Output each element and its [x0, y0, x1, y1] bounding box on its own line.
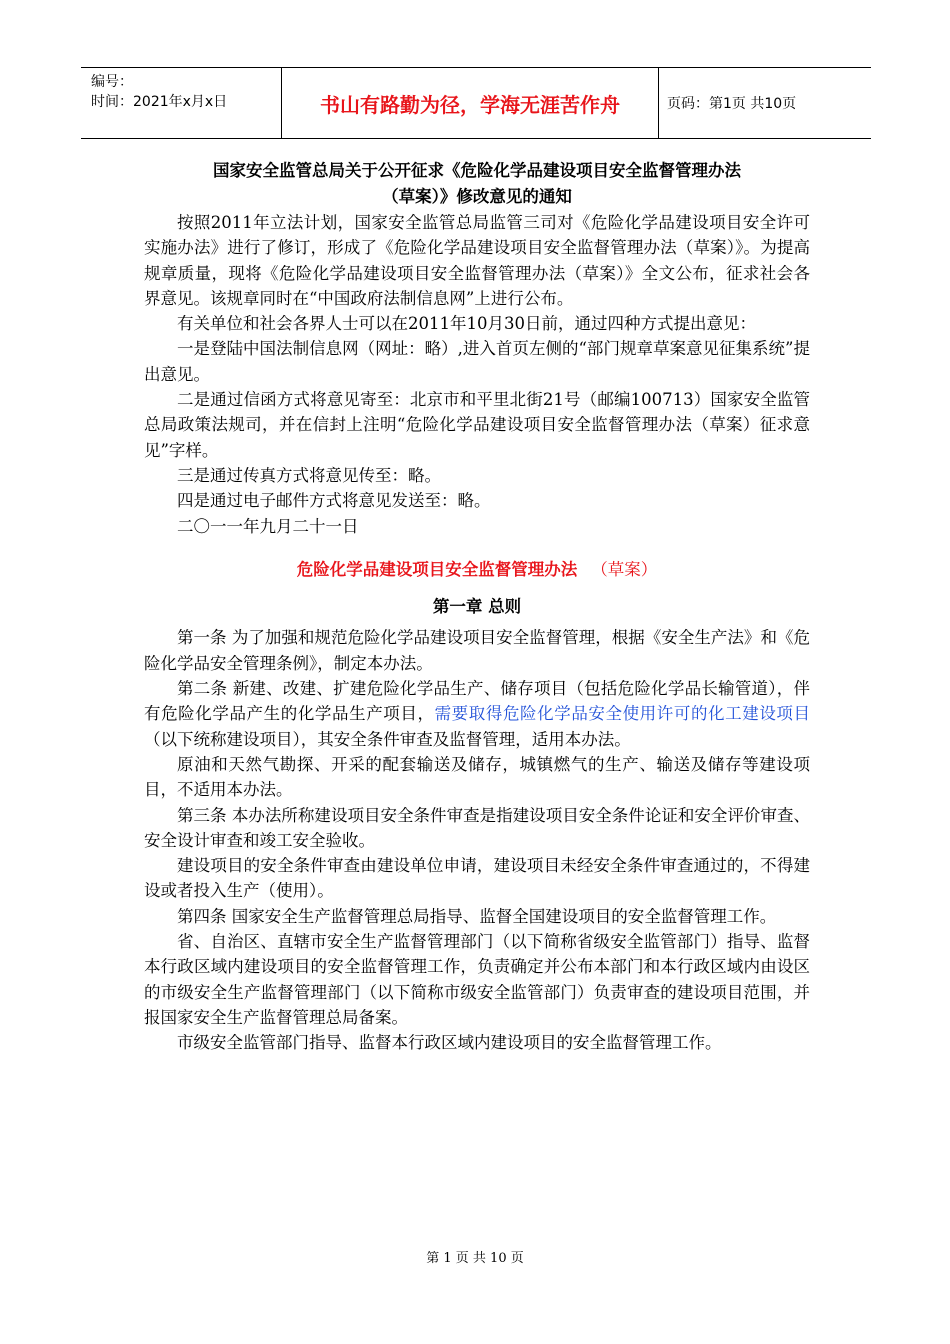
draft-title-suffix: （草案）	[591, 559, 658, 579]
notice-paragraph: 三是通过传真方式将意见传至：略。	[177, 465, 441, 485]
chapter-heading: 第一章 总则	[432, 597, 522, 617]
notice-paragraph: 一是登陆中国法制信息网（网址：略）,进入首页左侧的“部门规章草案意见征集系统”提出意见。	[144, 339, 810, 384]
draft-paragraph: 省、自治区、直辖市安全生产监督管理部门（以下简称省级安全监管部门）指导、监督本行政区域内建设项目的安全监督管理工作，负责确定并公布本部门和本行政区域内由设区的市级安全生产监督管理部门（以下简称市级安全监管部门）负责审查的建设项目范围，并报国家安全生产监督管理总局备案。	[144, 932, 810, 1027]
notice-paragraph: 四是通过电子邮件方式将意见发送至：略。	[177, 491, 491, 511]
notice-paragraph: 有关单位和社会各界人士可以在2011年10月30日前，通过四种方式提出意见：	[177, 314, 756, 334]
draft-title	[144, 557, 810, 582]
notice-title	[144, 158, 810, 210]
draft-paragraph: 市级安全监管部门指导、监督本行政区域内建设项目的安全监督管理工作。	[177, 1033, 722, 1053]
header-page-info: 页码：第1页 共10页	[667, 96, 797, 112]
draft-paragraph: 第四条 国家安全生产监督管理总局指导、监督全国建设项目的安全监督管理工作。	[177, 906, 777, 926]
notice-date: 二〇一一年九月二十一日	[177, 516, 359, 536]
document-number-label: 编号：	[91, 74, 133, 90]
notice-title-line2: （草案）》修改意见的通知	[382, 187, 572, 206]
notice-paragraph: 按照2011年立法计划，国家安全监管总局监管三司对《危险化学品建设项目安全许可实施办法》进行了修订，形成了《危险化学品建设项目安全监督管理办法（草案）》。为提高规章质量，现将《危险化学品建设项目安全监督管理办法（草案）》全文公布，征求社会各界意见。该规章同时在“中国政府法制信息网”上进行公布。	[144, 213, 810, 308]
draft-title-text: 危险化学品建设项目安全监督管理办法	[296, 559, 578, 579]
article-1: 第一条 为了加强和规范危险化学品建设项目安全监督管理，根据《安全生产法》和《危险化学品安全管理条例》，制定本办法。	[144, 628, 810, 673]
notice-title-line1: 国家安全监管总局关于公开征求《危险化学品建设项目安全监督管理办法	[213, 161, 741, 180]
article-2	[144, 676, 810, 752]
article-2-part-c: （以下统称建设项目），其安全条件审查及监督管理，适用本办法。	[144, 729, 631, 749]
draft-paragraph: 原油和天然气勘探、开采的配套输送及储存，城镇燃气的生产、输送及储存等建设项目，不适用本办法。	[144, 754, 810, 800]
document-time-label: 时间：2021年x月x日	[91, 94, 228, 110]
draft-paragraph: 建设项目的安全条件审查由建设单位申请，建设项目未经安全条件审查通过的，不得建设或者投入生产（使用）。	[144, 856, 810, 901]
page-footer: 第 1 页 共 10 页	[426, 1251, 524, 1266]
page-header	[81, 67, 871, 139]
article-2-highlight: 需要取得危险化学品安全使用许可的化工建设项目	[434, 704, 811, 724]
header-meta	[81, 68, 281, 138]
draft-paragraph: 第三条 本办法所称建设项目安全条件审查是指建设项目安全条件论证和安全评价审查、安全设计审查和竣工安全验收。	[144, 805, 810, 850]
notice-paragraph: 二是通过信函方式将意见寄至：北京市和平里北街21号（邮编100713）国家安全监管总局政策法规司，并在信封上注明“危险化学品建设项目安全监督管理办法（草案）征求意见”字样。	[144, 390, 810, 460]
document-body	[144, 158, 810, 1056]
header-motto: 书山有路勤为径，学海无涯苦作舟	[281, 68, 659, 138]
article-2-part-a: 第二条 新建、改建、扩建危险化学品生产、储存项目（包括危险化学品长输管道），伴有危险化学品产生的化学品生产项目，	[144, 679, 810, 724]
